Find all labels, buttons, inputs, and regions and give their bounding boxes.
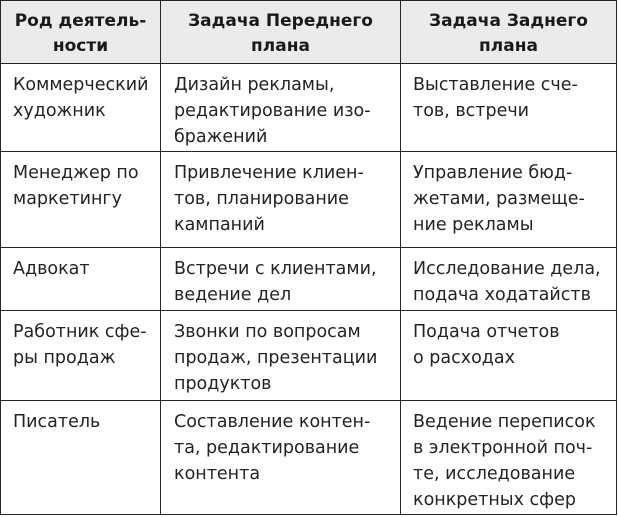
cell-occupation [1, 401, 161, 515]
cell-text-line: в электронной поч- [413, 438, 593, 458]
cell-background-task [401, 152, 617, 248]
cell-text-line: Коммерческий [13, 75, 149, 95]
cell-background-task [401, 401, 617, 515]
header-text-line: Задача Заднего [429, 11, 588, 31]
cell-text-line: маркетингу [13, 189, 122, 209]
header-text-line: плана [251, 36, 310, 56]
cell-text-line: тов, планирование [174, 189, 349, 209]
cell-occupation [1, 64, 161, 152]
cell-text-line: Ведение переписок [413, 412, 596, 432]
cell-text-line: контента [174, 464, 261, 484]
cell-text-line: подача ходатайств [413, 285, 591, 305]
header-text-line: ности [52, 36, 109, 56]
cell-foreground-task [161, 64, 401, 152]
cell-text-line: тов, встречи [413, 101, 530, 121]
header-row [1, 1, 617, 64]
cell-text-line: Писатель [13, 412, 101, 432]
cell-text-line: Менеджер по [13, 163, 139, 183]
header-text-line: Задача Переднего [188, 11, 373, 31]
cell-text-line: художник [13, 101, 106, 121]
cell-text-line: ние рекламы [413, 215, 534, 235]
cell-text-line: Выставление сче- [413, 75, 578, 95]
cell-foreground-task [161, 152, 401, 248]
header-foreground-task [161, 1, 401, 64]
header-text-line: Род деятель- [14, 11, 147, 31]
cell-text-line: те, исследование [413, 464, 576, 484]
cell-foreground-task [161, 311, 401, 401]
cell-text-line: Подача отчетов [413, 322, 560, 342]
cell-text-line: ры продаж [13, 348, 116, 368]
table-row [1, 311, 617, 401]
cell-background-task [401, 311, 617, 401]
cell-text-line: продаж, презентации [174, 348, 378, 368]
cell-text-line: Работник сфе- [13, 322, 147, 342]
cell-text-line: кампаний [174, 215, 265, 235]
cell-background-task [401, 64, 617, 152]
cell-occupation [1, 152, 161, 248]
cell-text-line: продуктов [174, 374, 272, 394]
cell-text-line: Дизайн рекламы, [174, 75, 335, 95]
cell-text-line: редактирование изо- [174, 101, 371, 121]
cell-text-line: бражений [174, 127, 268, 147]
cell-text-line: Составление контен- [174, 412, 371, 432]
table-row [1, 64, 617, 152]
table-row [1, 401, 617, 515]
cell-text-line: Встречи с клиентами, [174, 259, 377, 279]
cell-occupation [1, 248, 161, 311]
cell-text-line: Исследование дела, [413, 259, 601, 279]
header-background-task [401, 1, 617, 64]
cell-occupation [1, 311, 161, 401]
header-text-line: плана [479, 36, 538, 56]
table-row [1, 248, 617, 311]
cell-text-line: о расходах [413, 348, 515, 368]
cell-text-line: конкретных сфер [413, 490, 576, 510]
cell-text-line: Адвокат [13, 259, 90, 279]
cell-text-line: Звонки по вопросам [174, 322, 361, 342]
cell-text-line: та, редактирование [174, 438, 360, 458]
cell-text-line: Управление бюд- [413, 163, 573, 183]
cell-background-task [401, 248, 617, 311]
table-row [1, 152, 617, 248]
cell-text-line: ведение дел [174, 285, 292, 305]
cell-text-line: жетами, размеще- [413, 189, 585, 209]
cell-foreground-task [161, 248, 401, 311]
cell-foreground-task [161, 401, 401, 515]
header-occupation [1, 1, 161, 64]
cell-text-line: Привлечение клиен- [174, 163, 364, 183]
